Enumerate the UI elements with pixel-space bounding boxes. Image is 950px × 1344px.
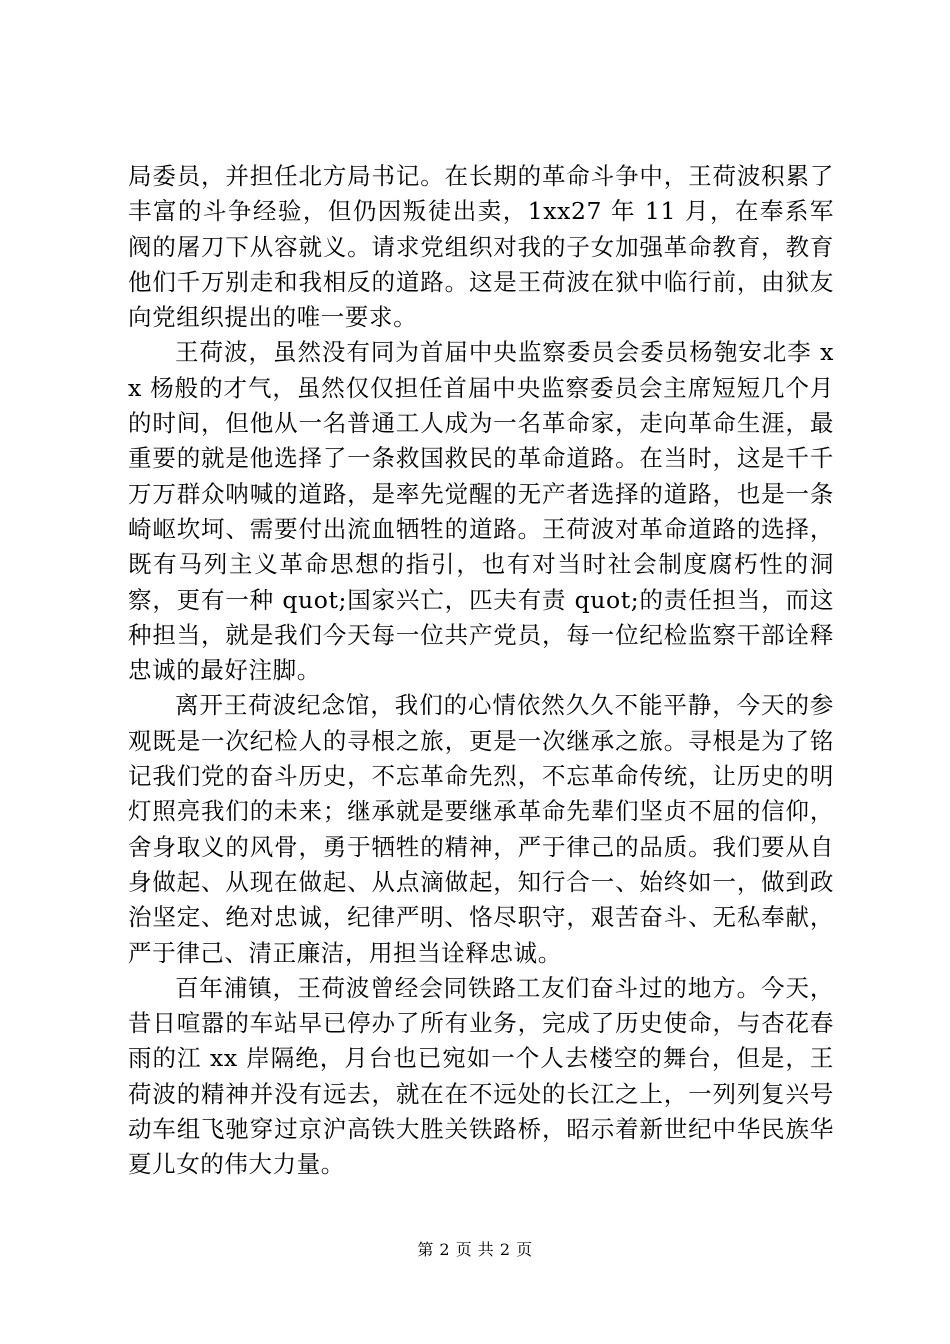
body-text — [128, 159, 834, 1183]
paragraph-1: 局委员，并担任北方局书记。在长期的革命斗争中，王荷波积累了丰富的斗争经验，但仍因叛徒出卖，1xx27 年 11 月，在奉系军阀的屠刀下从容就义。请求党组织对我的子女加强革命教育，教育他们千万别走和我相反的道路。这是王荷波在狱中临行前，由狱友向党组织提出的唯一要求。 — [128, 162, 834, 332]
paragraph-4: 百年浦镇，王荷波曾经会同铁路工友们奋斗过的地方。今天，昔日喧嚣的车站早已停办了所有业务，完成了历史使命，与杏花春雨的江 xx 岸隔绝，月台也已宛如一个人去楼空的舞台，但是，王荷波的精神并没有远去，就在在不远处的长江之上，一列列复兴号动车组飞驰穿过京沪高铁大胜关铁路桥，昭示着新世纪中华民族华夏儿女的伟大力量。 — [128, 973, 834, 1179]
paragraph-3: 离开王荷波纪念馆，我们的心情依然久久不能平静，今天的参观既是一次纪检人的寻根之旅，更是一次继承之旅。寻根是为了铭记我们党的奋斗历史，不忘革命先烈，不忘革命传统，让历史的明灯照亮我们的未来；继承就是要继承革命先辈们坚贞不屈的信仰，舍身取义的风骨，勇于牺牲的精神，严于律己的品质。我们要从自身做起、从现在做起、从点滴做起，知行合一、始终如一，做到政治坚定、绝对忠诚，纪律严明、恪尽职守，艰苦奋斗、无私奉献，严于律己、清正廉洁，用担当诠释忠诚。 — [128, 691, 834, 967]
page-number-footer: 第 2 页 共 2 页 — [417, 1240, 533, 1259]
paragraph-2: 王荷波，虽然没有同为首届中央监察委员会委员杨匏安北李 xx 杨般的才气，虽然仅仅担任首届中央监察委员会主席短短几个月的时间，但他从一名普通工人成为一名革命家，走向革命生涯，最重要的就是他选择了一条救国救民的革命道路。在当时，这是千千万万群众呐喊的道路，是率先觉醒的无产者选择的道路，也是一条崎岖坎坷、需要付出流血牺牲的道路。王荷波对革命道路的选择，既有马列主义革命思想的指引，也有对当时社会制度腐朽性的洞察，更有一种 quot;国家兴亡，匹夫有责 quot;的责任担当，而这种担当，就是我们今天每一位共产党员，每一位纪检监察干部诠释忠诚的最好注脚。 — [128, 338, 834, 685]
